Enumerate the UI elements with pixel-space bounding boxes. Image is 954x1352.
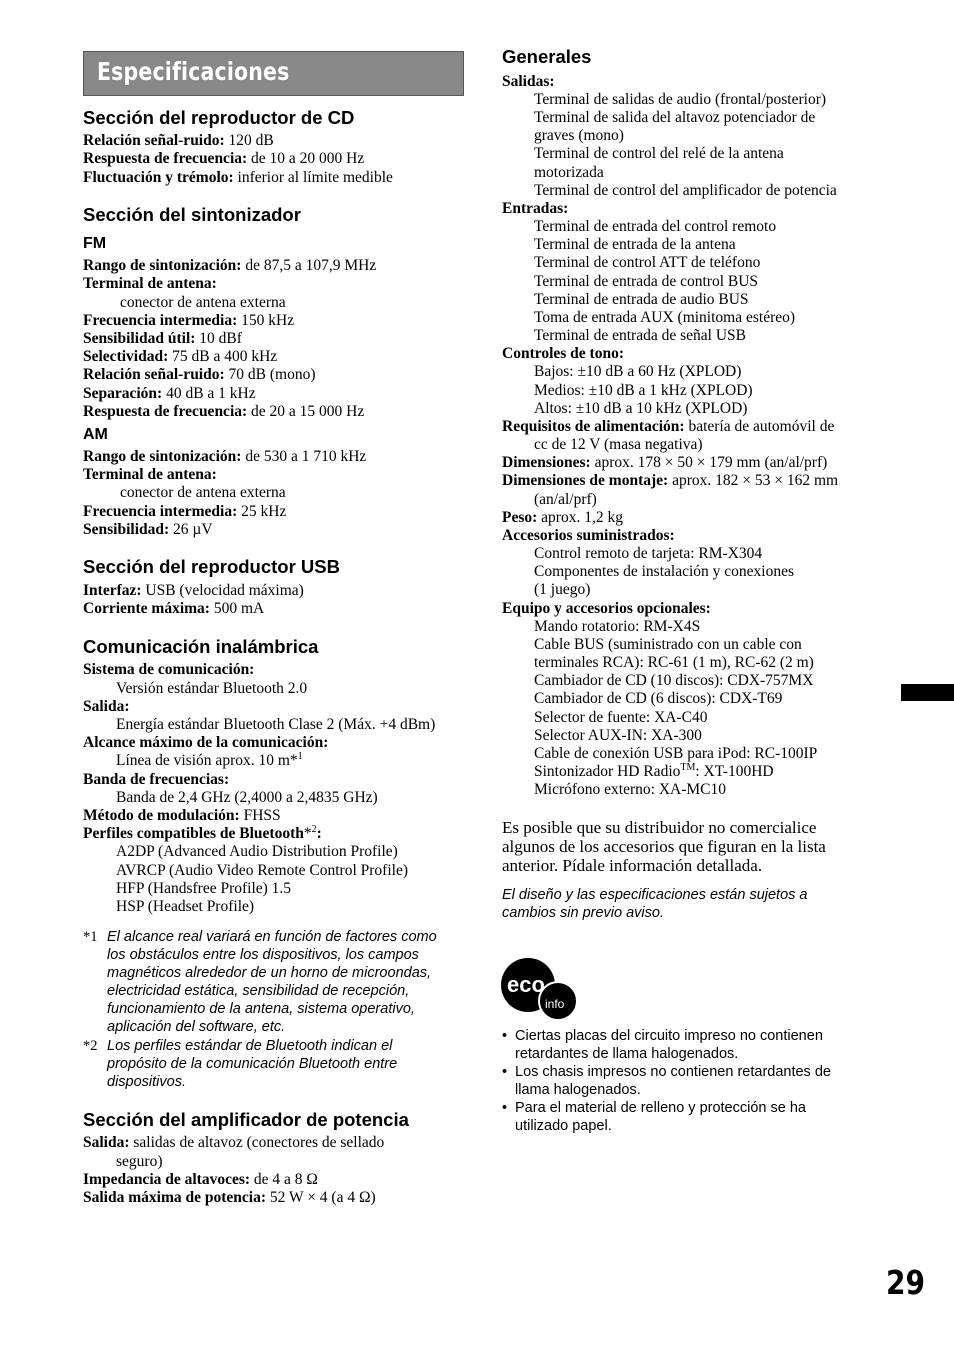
spec-line: Terminal de entrada de control BUS: [534, 273, 759, 290]
spec-line: Altos: ±10 dB a 10 kHz (XPLOD): [534, 400, 748, 417]
disclaimer-line: cambios sin previo aviso.: [502, 905, 664, 921]
wireless-line: Banda de 2,4 GHz (2,4000 a 2,4835 GHz): [116, 789, 378, 806]
wireless-line: Banda de frecuencias:: [83, 771, 230, 788]
page-title: Especificaciones: [97, 57, 290, 86]
am-line: Sensibilidad: 26 µV: [83, 521, 213, 538]
fm-line: Respuesta de frecuencia: de 20 a 15 000 Hz: [83, 403, 365, 420]
spec-line: Componentes de instalación y conexiones: [534, 563, 794, 580]
spec-line: Requisitos de alimentación: batería de automóvil de: [502, 418, 835, 435]
spec-line: Cable BUS (suministrado con un cable con: [534, 636, 802, 653]
spec-label: Controles de tono:: [502, 345, 624, 362]
wireless-line: HSP (Headset Profile): [116, 898, 255, 915]
am-subheading: AM: [83, 426, 108, 443]
disclaimer-line: El diseño y las especificaciones están sujetos a: [502, 887, 808, 903]
am-line: Frecuencia intermedia: 25 kHz: [83, 503, 287, 520]
eco-bullet-line: utilizado papel.: [515, 1118, 612, 1134]
spec-line: Terminal de entrada del control remoto: [534, 218, 777, 235]
footnote-line: aplicación del software, etc.: [107, 1019, 286, 1035]
usb-line: Corriente máxima: 500 mA: [83, 600, 265, 617]
spec-line: cc de 12 V (masa negativa): [534, 436, 703, 453]
spec-line: Terminal de salida del altavoz potenciador de: [534, 109, 816, 126]
spec-label: Entradas:: [502, 200, 569, 217]
spec-line: Control remoto de tarjeta: RM-X304: [534, 545, 763, 562]
wireless-line: Alcance máximo de la comunicación:: [83, 734, 329, 751]
spec-line: Mando rotatorio: RM-X4S: [534, 618, 701, 635]
notice-paragraph: algunos de los accesorios que figuran en la lista: [502, 837, 826, 856]
wireless-line: A2DP (Advanced Audio Distribution Profile): [116, 843, 398, 860]
bullet-icon: •: [502, 1100, 508, 1116]
footnote-line: propósito de la comunicación Bluetooth entre: [107, 1056, 398, 1072]
spec-line: motorizada: [534, 164, 604, 181]
eco-bullet-line: Ciertas placas del circuito impreso no contienen: [515, 1028, 823, 1044]
section-title-banner: [83, 51, 464, 96]
spec-line: Terminal de control del relé de la antena: [534, 145, 784, 162]
wireless-line: Perfiles compatibles de Bluetooth*$^2$:: [83, 823, 322, 842]
fm-line: Frecuencia intermedia: 150 kHz: [83, 312, 295, 329]
fm-line: Separación: 40 dB a 1 kHz: [83, 385, 256, 402]
amp-heading: Sección del amplificador de potencia: [83, 1109, 409, 1130]
spec-line: Selector AUX-IN: XA-300: [534, 727, 702, 744]
footnote-marker: *2: [83, 1038, 98, 1054]
footnote-line: magnéticos alrededor de un horno de microondas,: [107, 965, 432, 981]
wireless-line: Salida:: [83, 698, 130, 715]
eco-bullet-line: Los chasis impresos no contienen retardantes de: [515, 1064, 831, 1080]
spec-line: graves (mono): [534, 127, 624, 144]
spec-line: Selector de fuente: XA-C40: [534, 709, 708, 726]
bullet-icon: •: [502, 1028, 508, 1044]
spec-line: (an/al/prf): [534, 491, 597, 508]
general-heading: Generales: [502, 46, 592, 67]
footnote-marker: *1: [83, 929, 98, 945]
wireless-line: Línea de visión aprox. 10 m*$^1$: [116, 750, 303, 769]
section-tab-marker: [901, 684, 954, 701]
info-text: info: [545, 997, 565, 1011]
tuner-heading: Sección del sintonizador: [83, 204, 301, 225]
wireless-line: Método de modulación: FHSS: [83, 807, 281, 824]
spec-line: (1 juego): [534, 581, 591, 598]
fm-line: conector de antena externa: [120, 294, 286, 311]
spec-line: Sintonizador HD Radio™: XT-100HD: [534, 761, 774, 780]
spec-line: Micrófono externo: XA-MC10: [534, 781, 726, 798]
footnote-line: funcionamiento de la antena, sistema operativo,: [107, 1001, 415, 1017]
amp-line: Impedancia de altavoces: de 4 a 8 Ω: [83, 1171, 318, 1188]
fm-line: Selectividad: 75 dB a 400 kHz: [83, 348, 278, 365]
footnote-line: los obstáculos entre los dispositivos, los campos: [107, 947, 419, 963]
wireless-line: AVRCP (Audio Video Remote Control Profile): [116, 862, 408, 879]
spec-label: Salidas:: [502, 73, 555, 90]
cd-heading: Sección del reproductor de CD: [83, 107, 355, 128]
usb-line: Interfaz: USB (velocidad máxima): [83, 582, 304, 599]
spec-line: Terminal de entrada de audio BUS: [534, 291, 749, 308]
cd-line: Fluctuación y trémolo: inferior al límite medible: [83, 169, 393, 186]
footnote-line: electricidad estática, sensibilidad de recepción,: [107, 983, 410, 999]
wireless-heading: Comunicación inalámbrica: [83, 636, 319, 657]
am-line: Terminal de antena:: [83, 466, 217, 483]
amp-line: Salida máxima de potencia: 52 W × 4 (a 4 Ω): [83, 1189, 376, 1206]
wireless-line: HFP (Handsfree Profile) 1.5: [116, 880, 292, 897]
wireless-line: Sistema de comunicación:: [83, 661, 255, 678]
spec-line: Terminal de entrada de la antena: [534, 236, 736, 253]
page-number: 29: [886, 1263, 926, 1302]
eco-bullet-line: Para el material de relleno y protección se ha: [515, 1100, 806, 1116]
notice-paragraph: Es posible que su distribuidor no comercialice: [502, 818, 817, 837]
spec-line: Terminal de control ATT de teléfono: [534, 254, 761, 271]
eco-bullet-line: llama halogenados.: [515, 1082, 641, 1098]
eco-bullet-line: retardantes de llama halogenados.: [515, 1046, 739, 1062]
fm-line: Sensibilidad útil: 10 dBf: [83, 330, 242, 347]
spec-line: Cable de conexión USB para iPod: RC-100IP: [534, 745, 818, 762]
notice-paragraph: anterior. Pídale información detallada.: [502, 856, 763, 875]
spec-line: Cambiador de CD (10 discos): CDX-757MX: [534, 672, 814, 689]
spec-line: Dimensiones de montaje: aprox. 182 × 53 × 162 mm: [502, 472, 839, 489]
spec-label: Equipo y accesorios opcionales:: [502, 600, 711, 617]
bullet-icon: •: [502, 1064, 508, 1080]
amp-line: seguro): [116, 1153, 163, 1170]
fm-subheading: FM: [83, 235, 107, 252]
spec-line: Dimensiones: aprox. 178 × 50 × 179 mm (an/al/prf): [502, 454, 828, 471]
spec-line: Peso: aprox. 1,2 kg: [502, 509, 623, 526]
wireless-line: Energía estándar Bluetooth Clase 2 (Máx. +4 dBm): [116, 716, 436, 733]
fm-line: Relación señal-ruido: 70 dB (mono): [83, 366, 316, 383]
footnote-line: El alcance real variará en función de factores como: [107, 929, 437, 945]
fm-line: Rango de sintonización: de 87,5 a 107,9 MHz: [83, 257, 377, 274]
eco-info-logo: [500, 954, 580, 1024]
spec-line: Bajos: ±10 dB a 60 Hz (XPLOD): [534, 363, 742, 380]
spec-line: Medios: ±10 dB a 1 kHz (XPLOD): [534, 382, 753, 399]
amp-line: Salida: salidas de altavoz (conectores de sellado: [83, 1134, 385, 1151]
footnote-line: Los perfiles estándar de Bluetooth indican el: [107, 1038, 393, 1054]
eco-text: eco: [507, 972, 545, 997]
fm-line: Terminal de antena:: [83, 275, 217, 292]
spec-label: Accesorios suministrados:: [502, 527, 675, 544]
spec-line: Toma de entrada AUX (minitoma estéreo): [534, 309, 796, 326]
spec-line: Terminal de salidas de audio (frontal/posterior): [534, 91, 827, 108]
footnote-line: dispositivos.: [107, 1074, 186, 1090]
wireless-line: Versión estándar Bluetooth 2.0: [116, 680, 308, 697]
cd-line: Respuesta de frecuencia: de 10 a 20 000 Hz: [83, 150, 365, 167]
spec-line: Terminal de control del amplificador de potencia: [534, 182, 837, 199]
usb-heading: Sección del reproductor USB: [83, 556, 340, 577]
spec-line: Cambiador de CD (6 discos): CDX-T69: [534, 690, 783, 707]
am-line: conector de antena externa: [120, 484, 286, 501]
am-line: Rango de sintonización: de 530 a 1 710 kHz: [83, 448, 367, 465]
cd-line: Relación señal-ruido: 120 dB: [83, 132, 274, 149]
spec-line: Terminal de entrada de señal USB: [534, 327, 746, 344]
spec-line: terminales RCA): RC-61 (1 m), RC-62 (2 m): [534, 654, 814, 671]
